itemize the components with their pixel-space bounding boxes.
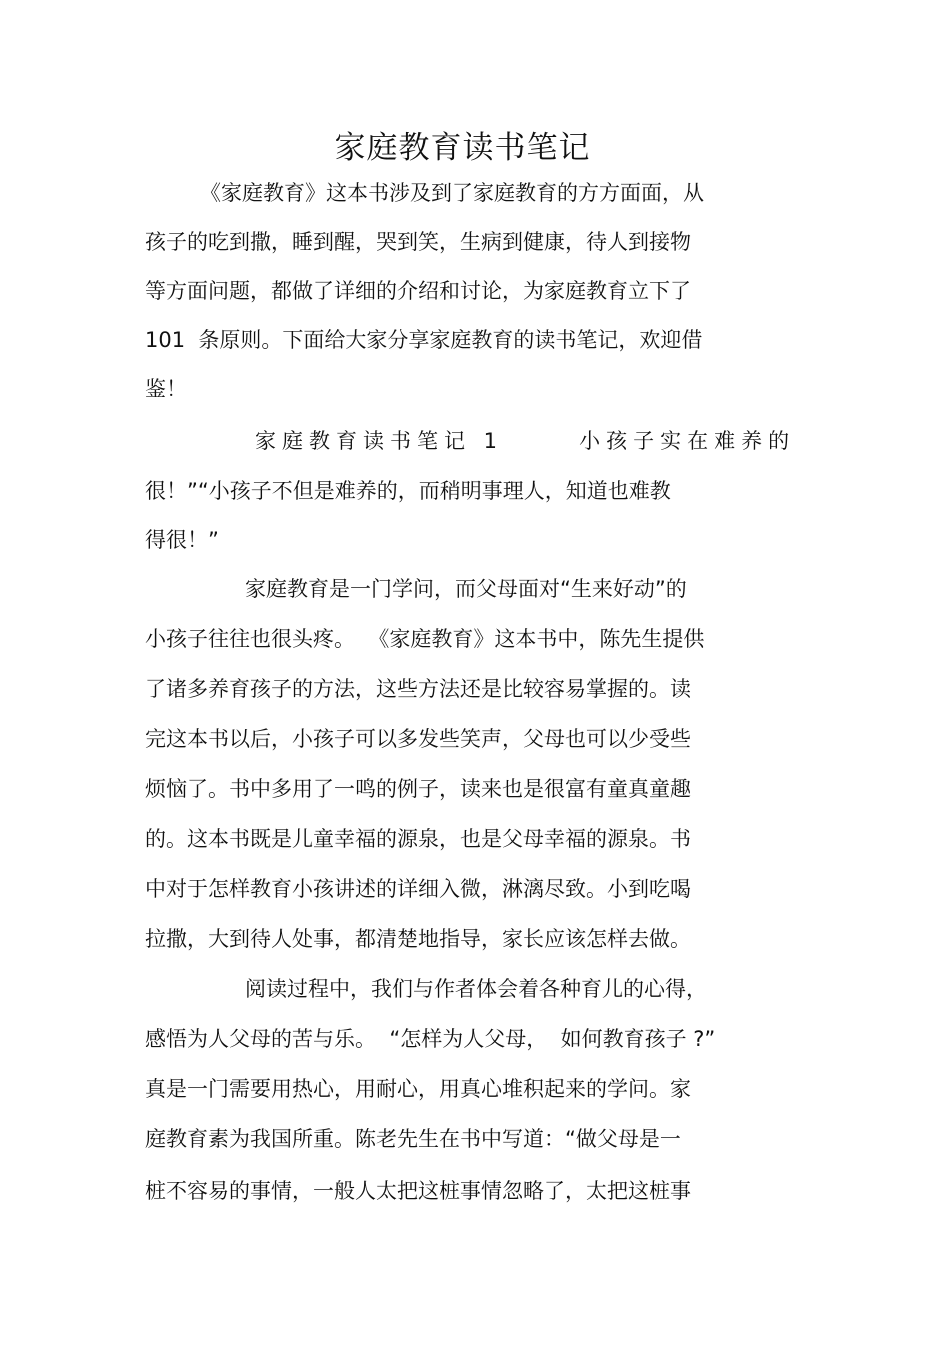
- paragraph-line: 真是一门需要用热心，用耐心，用真心堆积起来的学问。家: [145, 1077, 691, 1101]
- paragraph-line: 阅读过程中，我们与作者体会着各种育儿的心得，: [245, 977, 707, 1001]
- paragraph-line: 等方面问题，都做了详细的介绍和讨论，为家庭教育立下了: [145, 279, 691, 303]
- paragraph-line: 中对于怎样教育小孩讲述的详细入微，淋漓尽致。小到吃喝: [145, 877, 691, 901]
- paragraph-line: 孩子的吃到撒，睡到醒，哭到笑，生病到健康，待人到接物: [145, 230, 691, 254]
- paragraph-line: 的。这本书既是儿童幸福的源泉，也是父母幸福的源泉。书: [145, 827, 691, 851]
- section-heading-line: 家庭教育读书笔记 1 小孩子实在难养的: [255, 429, 796, 453]
- paragraph-line: 烦恼了。书中多用了一鸣的例子，读来也是很富有童真童趣: [145, 777, 691, 801]
- document-title: 家庭教育读书笔记: [334, 130, 591, 166]
- paragraph-line: 101 条原则。下面给大家分享家庭教育的读书笔记，欢迎借: [145, 328, 703, 352]
- paragraph-line: 鉴！: [145, 377, 187, 401]
- paragraph-line: 桩不容易的事情，一般人太把这桩事情忽略了，太把这桩事: [145, 1179, 691, 1203]
- paragraph-line: 得很！”: [145, 528, 219, 552]
- paragraph-line: 完这本书以后，小孩子可以多发些笑声，父母也可以少受些: [145, 727, 691, 751]
- paragraph-line: 家庭教育是一门学问，而父母面对“生来好动”的: [245, 577, 687, 601]
- paragraph-line: 感悟为人父母的苦与乐。 “怎样为人父母， 如何教育孩子 ?”: [145, 1027, 716, 1051]
- paragraph-line: 很！”“小孩子不但是难养的，而稍明事理人，知道也难教: [145, 479, 671, 503]
- paragraph-line: 拉撒，大到待人处事，都清楚地指导，家长应该怎样去做。: [145, 927, 691, 951]
- paragraph-line: 小孩子往往也很头疼。 《家庭教育》这本书中，陈先生提供: [145, 627, 705, 651]
- paragraph-line: 庭教育素为我国所重。陈老先生在书中写道：“做父母是一: [145, 1127, 681, 1151]
- paragraph-line: 了诸多养育孩子的方法，这些方法还是比较容易掌握的。读: [145, 677, 691, 701]
- paragraph-line: 《家庭教育》这本书涉及到了家庭教育的方方面面，从: [200, 181, 704, 205]
